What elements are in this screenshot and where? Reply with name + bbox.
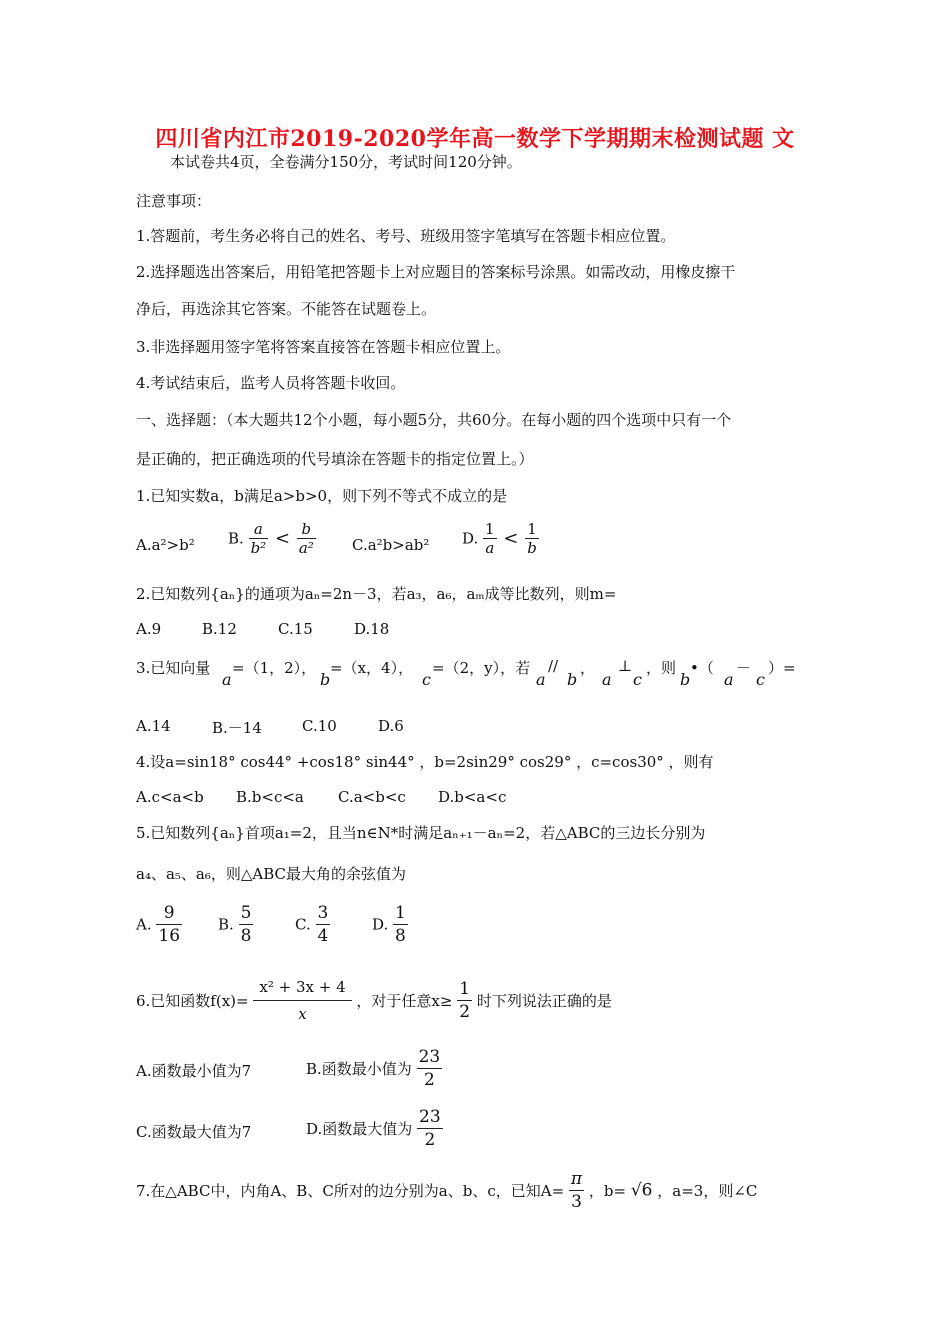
q6-half-frac: [457, 978, 472, 1023]
frac-den: 8: [240, 926, 252, 946]
q1b-frac-left: [249, 520, 269, 557]
q1-option-b-label: B.: [228, 529, 244, 548]
q3-part-2: =（1，2），: [232, 659, 317, 677]
q3-dot-open: •（: [690, 659, 714, 677]
intro-text: 本试卷共4页，全卷满分150分，考试时间120分钟。: [170, 153, 522, 171]
q3-then: ，则: [646, 659, 677, 677]
q7-angle-frac: [569, 1168, 584, 1213]
q5-option-d: [372, 902, 408, 947]
frac-num: 1: [459, 979, 471, 999]
q6-stem: [136, 974, 612, 1027]
vector-a: a: [536, 670, 546, 689]
vector-b: b: [567, 670, 578, 689]
q6d-frac: [417, 1106, 443, 1151]
q6-part-1: 6.已知函数f(x)=: [136, 992, 249, 1010]
frac-num: π: [570, 1169, 583, 1189]
q4-option-b: B.b<c<a: [236, 788, 304, 806]
less-than: <: [503, 528, 519, 549]
q3-part-1: 3.已知向量: [136, 659, 211, 677]
q4-option-a: A.c<a<b: [136, 788, 204, 806]
q6-option-d: [306, 1106, 443, 1151]
q5-stem-a: 5.已知数列{aₙ}首项a₁=2，且当n∈N*时满足aₙ₊₁－aₙ=2，若△ABC的三边长分别为: [136, 824, 706, 842]
q3-option-d: D.6: [378, 717, 404, 735]
frac-den: 8: [395, 926, 406, 946]
q4-stem: 4.设a=sin18° cos44° +cos18° sin44° ，b=2sin29° cos29° ，c=cos30° ，则有: [136, 753, 714, 771]
q3-close: ）=: [768, 659, 796, 677]
less-than: <: [274, 528, 291, 549]
q7-stem: [136, 1168, 757, 1213]
q7-part-1: 7.在△ABC中，内角A、B、C所对的边分别为a、b、c，已知A=: [136, 1182, 565, 1200]
q3-part-4: =（2，y），若: [432, 659, 531, 677]
q3-option-b: B.－14: [212, 719, 262, 737]
q5d-frac: [393, 902, 408, 947]
note-3: 3.非选择题用签字笔将答案直接答在答题卡相应位置上。: [136, 338, 511, 356]
sqrt-6: √6: [630, 1180, 653, 1201]
vector-c: c: [756, 670, 765, 689]
vector-c: c: [633, 670, 642, 689]
note-2a: 2.选择题选出答案后，用铅笔把答题卡上对应题目的答案标号涂黑。如需改动，用橡皮擦干: [136, 263, 736, 281]
vector-a: a: [222, 670, 232, 689]
q6-function-frac: [253, 974, 351, 1027]
frac-num: 1: [485, 520, 495, 538]
frac-num: 3: [317, 903, 329, 923]
q5-option-b: [218, 902, 253, 947]
note-2b: 净后，再选涂其它答案。不能答在试题卷上。: [136, 300, 437, 318]
q6b-frac: [417, 1046, 443, 1091]
frac-den: a²: [298, 539, 314, 557]
q2-option-a: A.9: [136, 620, 162, 638]
q1-option-d: [462, 520, 539, 557]
vector-c: c: [422, 670, 431, 689]
q5a-frac: [156, 902, 182, 947]
q1-option-a: A.a²>b²: [136, 536, 195, 554]
q5-stem-b: a₄、a₅、a₆，则△ABC最大角的余弦值为: [136, 865, 407, 883]
q6-option-c: C.函数最大值为7: [136, 1123, 252, 1141]
q1-option-b: [228, 520, 316, 557]
q3-part-3: =（x，4），: [330, 659, 414, 677]
q1-option-c: C.a²b>ab²: [352, 536, 430, 554]
q5b-frac: [239, 902, 254, 947]
q1b-frac-right: [297, 520, 316, 557]
q5-option-a: [136, 902, 182, 947]
frac-den: 4: [317, 926, 329, 946]
q6-option-b-label: B.函数最小值为: [306, 1060, 412, 1078]
frac-num: 23: [418, 1047, 441, 1067]
frac-num: b: [297, 520, 316, 539]
frac-den: 2: [459, 1002, 471, 1022]
q1d-frac-left: [483, 520, 497, 557]
frac-den: x: [298, 1005, 307, 1023]
section-1-header-b: 是正确的，把正确选项的代号填涂在答题卡的指定位置上。）: [136, 450, 534, 468]
vector-a: a: [602, 670, 612, 689]
vector-b: b: [320, 670, 331, 689]
vector-b: b: [680, 670, 691, 689]
section-1-header-a: 一、选择题：（本大题共12个小题，每小题5分，共60分。在每小题的四个选项中只有一个: [136, 411, 732, 429]
frac-num: 9: [156, 902, 182, 925]
q1-stem: 1.已知实数a，b满足a>b>0，则下列不等式不成立的是: [136, 487, 508, 505]
frac-den: 3: [571, 1192, 582, 1212]
q1-option-d-label: D.: [462, 529, 479, 548]
note-4: 4.考试结束后，监考人员将答题卡收回。: [136, 374, 406, 392]
frac-num: 5: [240, 903, 252, 923]
q3-comma: ，: [580, 659, 596, 677]
note-1: 1.答题前，考生务必将自己的姓名、考号、班级用签字笔填写在答题卡相应位置。: [136, 227, 676, 245]
q2-stem: 2.已知数列{aₙ}的通项为aₙ=2n－3，若a₃，a₆，aₘ成等比数列，则m=: [136, 585, 617, 603]
notes-heading: 注意事项：: [136, 192, 212, 210]
q7-part-2: ，b=: [588, 1182, 627, 1200]
frac-den: 2: [423, 1070, 435, 1090]
frac-num: 23: [419, 1107, 441, 1127]
q6-part-2: ，对于任意x≥: [356, 992, 453, 1010]
q3-minus: －: [736, 659, 752, 677]
q3-perp: ⊥: [618, 657, 633, 675]
vector-a: a: [724, 670, 734, 689]
q6-option-a: A.函数最小值为7: [136, 1062, 252, 1080]
q5-option-d-label: D.: [372, 915, 389, 934]
q7-part-3: ，a=3，则∠C: [657, 1182, 758, 1200]
q4-option-d: D.b<a<c: [438, 788, 507, 806]
frac-den: 2: [424, 1130, 436, 1150]
frac-num: 1: [395, 903, 406, 923]
q5c-frac: [316, 902, 331, 947]
frac-num: 1: [525, 520, 539, 539]
frac-den: 16: [158, 926, 181, 946]
q3-parallel: //: [548, 657, 559, 675]
q6-option-b: [306, 1046, 442, 1091]
q3-option-c: C.10: [302, 717, 337, 735]
q5-option-b-label: B.: [218, 915, 234, 934]
page-title: 四川省内江市2019-2020学年高一数学下学期期末检测试题 文: [155, 126, 795, 152]
q5-option-c-label: C.: [295, 915, 311, 934]
q3-option-a: A.14: [136, 717, 171, 735]
frac-num: x² + 3x + 4: [253, 974, 351, 1001]
q6-option-d-label: D.函数最大值为: [306, 1120, 413, 1138]
q2-option-c: C.15: [278, 620, 313, 638]
q1d-frac-right: [525, 520, 539, 557]
q6-part-3: 时下列说法正确的是: [476, 992, 612, 1010]
frac-num: a: [249, 520, 269, 539]
q2-option-d: D.18: [354, 620, 390, 638]
q4-option-c: C.a<b<c: [338, 788, 406, 806]
q5-option-a-label: A.: [136, 915, 152, 934]
q5-option-c: [295, 902, 330, 947]
frac-den: a: [485, 539, 495, 557]
frac-den: b: [527, 539, 537, 557]
frac-den: b²: [250, 539, 267, 557]
q2-option-b: B.12: [202, 620, 237, 638]
